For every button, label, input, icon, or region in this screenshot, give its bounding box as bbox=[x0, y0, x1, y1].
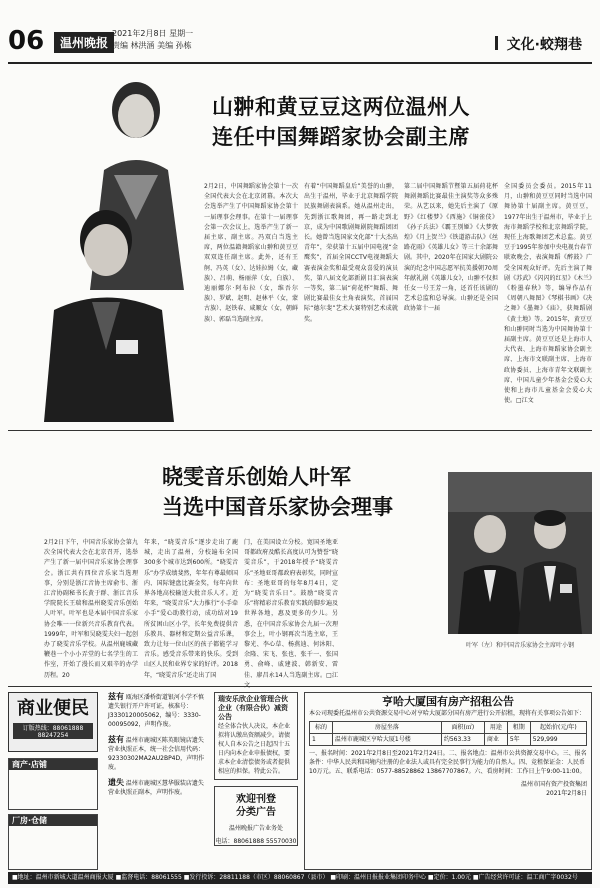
capital-reduction-notice bbox=[214, 692, 298, 780]
page-number: 06 bbox=[8, 26, 45, 56]
section-name: 文化·蛟翔巷 bbox=[507, 34, 582, 54]
table-cell: 1 bbox=[310, 734, 333, 746]
article2-column-2: 年来，“晓雯音乐”逐步走出了鹿城，走出了温州，分校遍布全国300多个城市达到600所。“晓雯音乐”办学成绩斐然，年年有尊最师国内、国际键盘比赛金奖，每年向世界各地高校输送大批音乐人才。近年来，“晓雯音乐”大力推行“小手牵小手”爱心助教行动，成功结对19所贫困山区小学，长年免费提供音乐教具、器材和定期公益音乐课，致力让每一位山区的孩子都能学习音乐。感受音乐带来的快乐。受到山区人民和业界专家的好评。2018年，“晓雯音乐”还走出了国 bbox=[144, 539, 238, 679]
notice-head: 兹有 bbox=[108, 692, 124, 701]
article2-column-1: 2月2日下午，中国音乐家协会第九次全国代表大会在北京召开，选举产生了新一届中国音乐家协会理事会。浙江共有四位音乐家当选理事，分别是浙江音协主席俞韦、浙江音协副秘书长黄于群、浙江音乐学院院长王瑞和温州晓雯音乐创始人叶军。叶军也是本届中国音乐家协会唯一一位新兴音乐教育代表。1999年，叶军和吴晓雯夫妇一起创办了晓雯音乐学校。从温州鹿城藏鞭巷一个小小弄堂的七名学生的工作室，开始了漫长而又艰辛的办学历程。20 bbox=[44, 539, 138, 679]
welcome-line2: 分类广告 bbox=[236, 807, 276, 818]
page-footer: ■地址：温州市新城大道温州商报大厦 ■监督电话：88061555 ■发行投诉：28811188（市区）88060867（县市） ■印刷：温州日报报业集团印务中心 ■定价：1.00元 ■广告经营许可证：温工商广字0032号 bbox=[8, 872, 592, 884]
table-header-row bbox=[310, 722, 587, 734]
page-header bbox=[8, 22, 592, 64]
tender-body: 一、报名时间：2021年2月8日至2021年2月24日。二、报名地点：温州市公共资源交易中心。三、报名条件：中华人民共和国境内注册的企业法人或具有完全民事行为能力的自然人。四、竞租保证金：人民币10万元。五、联系电话：0577-88528862 13867707867。六、看房时间：工作日上午9:00-11:00。 bbox=[309, 750, 587, 775]
commerce-hotline: 订版热线：88061888 88247254 bbox=[13, 723, 93, 739]
commerce-title-1: 商业 bbox=[17, 698, 53, 719]
notice-text: 温州市鹿城区陈英眼镜店遗失营业执照正本，统一社会信用代码：92330302MA2AU2BP4D，声明作废。 bbox=[108, 737, 205, 771]
property-lease-notice bbox=[304, 692, 592, 870]
table-cell: 约563.33 bbox=[441, 734, 484, 746]
table-row bbox=[310, 734, 587, 746]
tender-title: 亨哈大厦国有房产招租公告 bbox=[382, 695, 514, 708]
tender-intro: 本公司现委托温州市公共资源交易中心对亨哈大厦部分国有房产进行公开招租，现将有关事项公告如下： bbox=[309, 710, 586, 717]
notice-head: 遗失 bbox=[108, 778, 124, 787]
welcome-line1: 欢迎刊登 bbox=[236, 794, 276, 805]
welcome-line4: 电话：88061888 55570030 bbox=[215, 838, 297, 845]
warehouse-section bbox=[8, 814, 98, 870]
notice-title: 瑞安乐欣企业管理合伙企业（有限合伙）减资公告 bbox=[218, 695, 288, 721]
table-cell: 529,999 bbox=[530, 734, 586, 746]
article1-column-4: 全国委员会委员。2015年11月，山翀和黄豆豆同时当选中国舞协第十届副主席。黄豆豆，1977年出生于温州市，毕业于上海市舞蹈学校和北京舞蹈学院，现任上海歌舞团艺术总监。黄豆豆于1995年参加中央电视台春节联欢晚会，表演舞蹈《醉鼓》广受全国观众好评。先后主演了舞剧《苏武》《闪闪的红星》《木兰》《粉墨春秋》等，编导作品有《周朝八舞图》《琴棋书画》《决之舞》《墨舞》《庙》，获舞蹈剧《黄土地》等。2015年，黄豆豆和山翀同时当选为中国舞协第十届副主席。黄豆豆还是上海市人大代表、上海市舞蹈家协会副主席、上海市文联副主席、上海市政协委员、上海市青年文联副主席、中国儿童少年基金会爱心大使和上海市儿童基金会爱心大使。□江文 bbox=[504, 183, 592, 405]
table-header: 用途 bbox=[484, 722, 507, 734]
article1-column-1: 2月2日，中国舞蹈家协会第十一次全国代表大会在北京闭幕。本次大会选举产生了中国舞蹈家协会第十一届理事会理事。在第十一届理事会第一次会议上，选举产生了新一届主席、副主席。冯双白当选主席，两位温籍舞蹈家山翀和黄豆豆双双连任副主席。此外，还有王舸、冯英（女）、达娃拉姆（女，藏族）、吕萌、杨丽萍（女，白族）、迪丽娜尔·阿布拉（女，维吾尔族）、罗斌、赵明、赵林平（女，蒙古族）、赵铁春、咸顺女（女，朝鲜族）、郭磊当选副主席。 bbox=[204, 183, 298, 323]
article1-headline-line2: 连任中国舞蹈家协会副主席 bbox=[212, 125, 470, 149]
article2-headline-line2: 当选中国音乐家协会理事 bbox=[162, 495, 393, 519]
warehouse-heading: 厂房·仓储 bbox=[9, 815, 97, 826]
commerce-title bbox=[9, 697, 97, 721]
tender-issuer: 温州市国有资产投资集团 bbox=[520, 781, 587, 788]
table-header: 起始价(元/年) bbox=[530, 722, 586, 734]
ad-welcome-box bbox=[214, 786, 298, 846]
table-cell: 温州市鹿城区亨哈大厦1号楼 bbox=[332, 734, 441, 746]
article1-headline bbox=[212, 92, 592, 152]
table-header: 面积(㎡) bbox=[441, 722, 484, 734]
article2-headline-line1: 晓雯音乐创始人叶军 bbox=[162, 465, 351, 489]
table-header: 房屋坐落 bbox=[332, 722, 441, 734]
article1-column-2: 有着“中国舞蹈皇后”美誉的山翀，出生于温州，毕业于北京舞蹈学院民族舞剧表演系。她从温州走出，先到浙江歌舞团，再一路走到北京，成为中国歌剧舞剧院舞蹈团团长。她曾当选国家文化部“十大杰出青年”，荣获第十五届中国电视“金鹰奖”，首届全国CCTV电视舞蹈大赛表演金奖和最受观众喜爱的演员奖，第八届文化部新剧目汇演表演一等奖，第二届“荷花杯”舞蹈、舞剧比赛最佳女主角表演奖，首届国际“德尔斐”艺术大赛特别艺术成就奖。 bbox=[304, 183, 398, 323]
commerce-title-2: 便民 bbox=[53, 698, 89, 719]
article1-headline-line1: 山翀和黄豆豆这两位温州人 bbox=[212, 95, 470, 119]
section-divider bbox=[8, 430, 592, 431]
tender-table bbox=[309, 721, 587, 746]
commerce-convenience-block bbox=[8, 692, 98, 752]
section-divider bbox=[8, 686, 592, 687]
notice-body: 经全体合伙人决议，本企业拟将认缴出资额减少。请债权人自本公告之日起四十五日内向本企业申报债权，要求本企业清偿债务或者提供相应的担保。特此公告。 bbox=[218, 723, 291, 775]
notice-text: 瓯海区潘桥街道银河小学不慎遗失银行开户许可证，核准号：J3330120005062，编号：3330-00095092，声明作废。 bbox=[108, 694, 204, 728]
article2-headline bbox=[162, 462, 462, 522]
article2-column-3: 门，在美国设立分校。宽国圣地亚哥都政府及酷长高度认可为赞誉“晓雯音乐”，于2018年授予“晓雯音乐”圣地亚哥都政府表彰奖，同时宣布：圣地亚哥的每年8月4日，定为“晓雯音乐日”。鼓励“晓雯音乐”将精彩音乐教育实践的脚步遍及世界各地，惠及更多的少儿。另悉，在中国音乐家协会九届一次理事会上，叶小钢再次当选主席，王黎光、李心草、杨燕迪、何沐阳、余隆、宋飞、张也、张千一、张国勇、俞峰、戚建波、韩新安、雷佳、廖昌永14人当选副主席。□江 bbox=[244, 539, 338, 679]
newspaper-brand: 温州晚报 bbox=[54, 32, 114, 53]
loss-notices bbox=[108, 692, 208, 870]
shops-heading: 商产·店铺 bbox=[9, 759, 97, 770]
notice-head: 兹有 bbox=[108, 735, 124, 744]
photo2-caption: 叶军（左）和中国音乐家协会主席叶小钢 bbox=[465, 642, 574, 649]
welcome-line3: 温州晚报广告业务处 bbox=[228, 825, 283, 832]
article1-column-3: 第二届中国舞蹈节暨第五届荷花杯舞剧舞蹈比赛最佳主演奖等众多殊荣。从艺以来，她先后主演了《原野》《红楼梦》《西施》《铜雀伎》《孙子兵法》《霸王别姬》《大梦敦煌》《月上贺兰》《铁道游击队》《丝路花雨》《英雄儿女》等三十余部舞剧。其中，2020年在国家大剧院公演的纪念中国志愿军抗美援朝70周年献礼剧《英雄儿女》，山翀不仅担任女一号王芳一角，还首任该剧的艺术总监和总导演。山翀还是全国政协第十一届 bbox=[404, 183, 498, 313]
classified-ads bbox=[8, 692, 592, 870]
issue-date: 2021年2月8日 星期一 bbox=[112, 29, 194, 38]
notice-text: 温州市鹿城区慧华服装店遗失营业执照正副本，声明作废。 bbox=[108, 780, 204, 796]
table-cell: 5年 bbox=[507, 734, 530, 746]
group-photo-ye-jun bbox=[448, 472, 592, 634]
tender-date: 2021年2月8日 bbox=[546, 790, 587, 797]
table-cell: 商业 bbox=[484, 734, 507, 746]
portrait-photo-shan-chong-huang-doudou bbox=[44, 70, 199, 422]
shops-section bbox=[8, 758, 98, 810]
editors-line: 责编 林洪涵 美编 孙栋 bbox=[112, 41, 192, 50]
table-header: 标的 bbox=[310, 722, 333, 734]
table-header: 租期 bbox=[507, 722, 530, 734]
header-meta bbox=[112, 28, 193, 52]
